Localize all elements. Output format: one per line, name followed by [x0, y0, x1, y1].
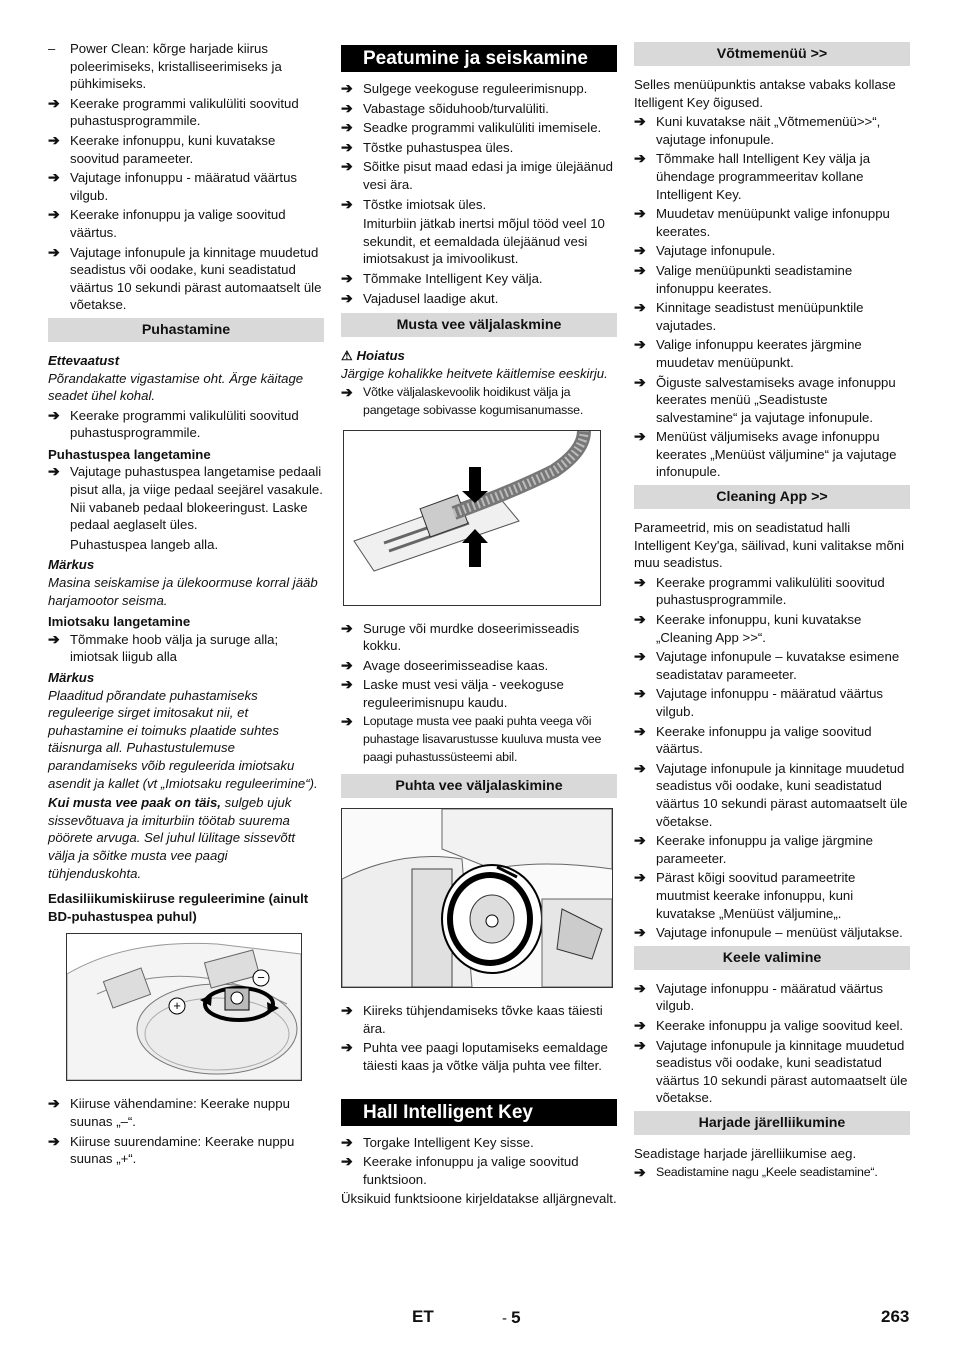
- list-item: ➔ Vajadusel laadige akut.: [341, 289, 499, 306]
- list-item: ➔ Kuni kuvatakse näit „Võtmemenüü>>“, vajutage infonupule.: [634, 113, 881, 147]
- list-item: ➔ Vajutage puhastuspea langetamise pedaali pisut alla, ja viige pedaal seejärel vasakule. Nii vabaneb pedaal blokeeringust. Laske pedaal aeglaselt üles.: [48, 463, 323, 533]
- list-item: ➔ Avage doseerimisseadise kaas.: [341, 656, 549, 673]
- paragraph: Seadistage harjade järelliikumise aeg.: [634, 1145, 857, 1161]
- label-puhastuspea: Puhastuspea langetamine: [48, 446, 211, 462]
- paragraph: Üksikuid funktsioone kirjeldatakse alljärgnevalt.: [341, 1191, 617, 1207]
- list-item: ➔ Suruge või murdke doseerimisseadis kokku.: [341, 619, 580, 654]
- note-text: Masina seiskamise ja ülekoormuse korral jääb harjamootor seisma.: [48, 575, 318, 608]
- arrow-icon: ➔: [48, 206, 60, 223]
- list-item: ➔ Vajutage infonupule ja kinnitage muudetud seadistus või oodake, kuni seadistatud väärtus 10 sekundi pärast automaatselt üle võetakse.: [634, 1036, 908, 1106]
- arrow-icon: ➔: [48, 630, 60, 647]
- arrow-icon: ➔: [341, 1039, 353, 1056]
- list-item: ➔ Keerake programmi valikulüliti soovitud puhastusprogrammile.: [634, 573, 885, 608]
- list-item: ➔ Pärast kõigi soovitud parameetrite muutmist keerake infonuppu, kuni kuvatakse „Menüüst väljumine„.: [634, 869, 856, 921]
- arrow-icon: ➔: [341, 676, 353, 693]
- footer-language: ET: [412, 1307, 434, 1326]
- section-heading-cleaning: Cleaning App >>: [634, 485, 910, 509]
- list-item: ➔ Keerake infonuppu, kuni kuvatakse „Cleaning App >>“.: [634, 611, 862, 645]
- arrow-icon: ➔: [341, 99, 353, 116]
- arrow-icon: ➔: [341, 138, 353, 155]
- arrow-icon: ➔: [48, 406, 60, 423]
- arrow-icon: ➔: [341, 195, 353, 212]
- list-item: ➔ Sulgege veekoguse reguleerimisnupp.: [341, 80, 588, 96]
- list-item: ➔ Sõitke pisut maad edasi ja imige ülejäänud vesi ära.: [341, 158, 613, 192]
- list-item: ➔ Loputage musta vee paaki puhta veega või puhastage lisavarustusse kuuluva musta vee paagi puhastussüsteemi abil.: [341, 713, 602, 764]
- arrow-icon: ➔: [48, 243, 60, 260]
- note-label: Märkus: [48, 670, 95, 685]
- minus-sign: −: [257, 970, 265, 986]
- arrow-icon: ➔: [341, 656, 353, 673]
- section-heading-musta: Musta vee väljalaskmine: [341, 313, 617, 337]
- list-item: ➔ Vajutage infonupule – menüüst väljutakse.: [634, 924, 903, 941]
- section-heading-hall: Hall Intelligent Key: [341, 1099, 617, 1126]
- arrow-icon: ➔: [634, 336, 646, 353]
- speed-knob-illustration: [67, 934, 301, 1080]
- arrow-icon: ➔: [341, 384, 353, 401]
- arrow-icon: ➔: [634, 648, 646, 665]
- list-item: ➔ Vajutage infonuppu - määratud väärtus vilgub.: [48, 169, 298, 203]
- caution-text: Põrandakatte vigastamise oht. Ärge käitage seadet ühel kohal.: [48, 370, 304, 404]
- note-text-2: Kui musta vee paak on täis, sulgeb ujuk sissevõtuava ja imiturbiin töötab suurema pöörete arvuga. Sel juhul lülitage sissevõtt välja ja sõitke musta vee paagi tühjenduskohta.: [48, 795, 296, 881]
- caution-label: Ettevaatust: [48, 352, 120, 368]
- list-item: ➔ Vajutage infonupule ja kinnitage muudetud seadistus või oodake, kuni seadistatud väärtus 10 sekundi pärast automaatselt üle võetakse.: [48, 243, 322, 313]
- list-item: ➔ Vajutage infonupule.: [634, 242, 776, 259]
- list-item: ➔ Tõstke puhastuspea üles.: [341, 138, 514, 155]
- list-item: ➔ Kinnitage seadistust menüüpunktile vajutades.: [634, 299, 864, 333]
- arrow-icon: ➔: [634, 722, 646, 739]
- list-item: ➔ Kiiruse vähendamine: Keerake nuppu suunas „–“.: [48, 1095, 290, 1129]
- arrow-icon: ➔: [341, 713, 353, 730]
- list-item: ➔ Tõmmake hall Intelligent Key välja ja ühendage programmeeritav kollane Intelligent Key.: [634, 150, 871, 202]
- speed-knob-figure: [66, 933, 302, 1081]
- list-item: ➔ Menüüst väljumiseks avage infonuppu keerates „Menüüst väljumine“ ja vajutage infonupule.: [634, 428, 897, 480]
- list-item: ➔ Muudetav menüüpunkt valige infonuppu keerates.: [634, 205, 890, 239]
- list-item: ➔ Valige menüüpunkti seadistamine infonuppu keerates.: [634, 261, 853, 296]
- arrow-icon: ➔: [634, 428, 646, 445]
- list-item: ➔ Keerake infonuppu ja valige soovitud funktsioon.: [341, 1153, 579, 1187]
- warning-text: Järgige kohalikke heitvete käitlemise eeskirju.: [341, 365, 608, 381]
- arrow-icon: ➔: [634, 299, 646, 316]
- arrow-icon: ➔: [341, 119, 353, 136]
- list-item: ➔ Õiguste salvestamiseks avage infonuppu keerates menüü „Seadistuste salvestamine“ ja vajutage infonupule.: [634, 373, 896, 425]
- list-item: ➔ Keerake programmi valikulüliti soovitud puhastusprogrammile.: [48, 406, 299, 441]
- arrow-icon: ➔: [341, 1133, 353, 1150]
- list-item: – Power Clean: kõrge harjade kiirus poleerimiseks, kristalliseerimiseks ja pühkimiseks.: [48, 41, 282, 92]
- arrow-icon: ➔: [634, 979, 646, 996]
- section-heading-keele: Keele valimine: [634, 946, 910, 970]
- arrow-icon: ➔: [48, 1132, 60, 1149]
- arrow-icon: ➔: [341, 269, 353, 286]
- arrow-icon: ➔: [634, 869, 646, 886]
- indent-text: Imiturbiin jätkab inertsi mõjul tööd veel 10 sekundit, et eemaldada ülejäänud vesi imiotsakust ja imivoolikust.: [363, 216, 605, 267]
- arrow-icon: ➔: [48, 463, 60, 480]
- paragraph: Selles menüüpunktis antakse vabaks kollase Itelligent Key õigused.: [634, 77, 896, 110]
- arrow-icon: ➔: [634, 759, 646, 776]
- list-item: ➔ Vabastage sõiduhoob/turvalüliti.: [341, 99, 549, 116]
- list-item: ➔ Keerake infonuppu ja valige soovitud väärtus.: [48, 206, 286, 240]
- footer-page-number: 263: [881, 1307, 910, 1326]
- list-item: ➔ Vajutage infonuppu - määratud väärtus vilgub.: [634, 685, 884, 719]
- arrow-icon: ➔: [48, 94, 60, 111]
- arrow-icon: ➔: [634, 832, 646, 849]
- list-item: ➔ Vajutage infonuppu - määratud väärtus vilgub.: [634, 979, 884, 1014]
- list-item: ➔ Võtke väljalaskevoolik hoidikust välja ja pangetage sobivasse kogumisanumasse.: [341, 384, 584, 417]
- column-3: [634, 42, 910, 1184]
- list-item: ➔ Puhta vee paagi loputamiseks eemaldage täiesti kaas ja võtke välja puhta vee filter.: [341, 1039, 608, 1074]
- arrow-icon: ➔: [634, 1164, 646, 1181]
- list-item: ➔ Keerake programmi valikulüliti soovitud puhastusprogrammile.: [48, 94, 299, 129]
- column-1: [48, 40, 324, 1170]
- arrow-icon: ➔: [341, 619, 353, 636]
- arrow-icon: ➔: [634, 205, 646, 222]
- arrow-icon: ➔: [341, 80, 353, 96]
- list-item: ➔ Keerake infonuppu ja valige soovitud keel.: [634, 1016, 904, 1033]
- list-item: ➔ Kiiruse suurendamine: Keerake nuppu suunas „+“.: [48, 1132, 295, 1167]
- intro-list: [48, 40, 324, 314]
- section-heading-peatumine: Peatumine ja seiskamine: [341, 45, 617, 72]
- hose-figure: [343, 430, 601, 606]
- note-text: Plaaditud põrandate puhastamiseks reguleerige sirget imitosakut nii, et puhastamine ei toimuks plaatide suhtes täisnurga all. Puhastustulemuse parandamiseks võib reguleerida imiotsaku asendit ja kallet (vt „Imiotsaku reguleerimine“).: [48, 687, 318, 791]
- arrow-icon: ➔: [634, 924, 646, 941]
- list-item: ➔ Torgake Intelligent Key sisse.: [341, 1133, 534, 1150]
- warning-icon: ⚠: [341, 348, 353, 364]
- arrow-icon: ➔: [634, 611, 646, 628]
- arrow-icon: ➔: [634, 373, 646, 390]
- arrow-icon: ➔: [634, 113, 646, 130]
- arrow-icon: ➔: [341, 158, 353, 175]
- drain-hose-illustration: [344, 431, 600, 605]
- list-item: ➔ Seadistamine nagu „Keele seadistamine“.: [634, 1164, 878, 1181]
- section-heading-harjade: Harjade järelliikumine: [634, 1111, 910, 1135]
- section-heading-puhta: Puhta vee väljalaskimine: [341, 774, 617, 798]
- list-item: ➔ Valige infonuppu keerates järgmine muudetav menüüpunkt.: [634, 336, 862, 370]
- arrow-icon: ➔: [634, 150, 646, 167]
- column-2: [341, 45, 617, 1210]
- arrow-icon: ➔: [634, 1016, 646, 1033]
- paragraph: Parameetrid, mis on seadistatud halli Intelligent Key'ga, säilivad, kuni valitakse mõni muu seadistus.: [634, 520, 905, 571]
- arrow-icon: ➔: [634, 573, 646, 590]
- arrow-icon: ➔: [634, 685, 646, 702]
- arrow-icon: ➔: [634, 261, 646, 278]
- section-heading-votme: Võtmemenüü >>: [634, 42, 910, 66]
- arrow-icon: ➔: [48, 1095, 60, 1112]
- arrow-icon: ➔: [634, 242, 646, 259]
- label-speed: Edasiliikumiskiiruse reguleerimine (ainult BD-puhastuspea puhul): [48, 891, 309, 924]
- list-item: ➔ Keerake infonuppu ja valige järgmine parameeter.: [634, 832, 874, 866]
- fresh-water-tank-illustration: [342, 809, 612, 987]
- list-item: ➔ Laske must vesi välja - veekoguse reguleerimisnupu kaudu.: [341, 676, 564, 710]
- arrow-icon: ➔: [341, 289, 353, 306]
- arrow-icon: ➔: [48, 131, 60, 148]
- list-item: ➔ Keerake infonuppu, kuni kuvatakse soovitud parameeter.: [48, 131, 276, 166]
- tank-figure: [341, 808, 613, 988]
- footer-local-page: - 5: [502, 1308, 521, 1327]
- list-item: ➔ Vajutage infonupule ja kinnitage muudetud seadistus või oodake, kuni seadistatud väärtus 10 sekundi pärast automaatselt üle võetakse.: [634, 759, 908, 829]
- arrow-icon: ➔: [341, 1153, 353, 1170]
- list-item: ➔ Vajutage infonupule – kuvatakse esimene seadistatav parameeter.: [634, 648, 900, 682]
- arrow-icon: ➔: [341, 1002, 353, 1019]
- list-item: ➔ Tõmmake Intelligent Key välja.: [341, 269, 543, 286]
- section-heading-puhastamine: Puhastamine: [48, 318, 324, 342]
- list-item: ➔ Seadke programmi valikulüliti imemisele.: [341, 119, 602, 136]
- list-item: ➔ Kiireks tühjendamiseks tõvke kaas täiesti ära.: [341, 1002, 603, 1036]
- list-item: ➔ Tõmmake hoob välja ja suruge alla; imiotsak liigub alla: [48, 630, 279, 665]
- result-text: Puhastuspea langeb alla.: [70, 536, 219, 552]
- arrow-icon: ➔: [634, 1036, 646, 1053]
- label-imiotsaku: Imiotsaku langetamine: [48, 614, 191, 630]
- arrow-icon: ➔: [48, 169, 60, 186]
- note-label: Märkus: [48, 557, 95, 573]
- list-item: ➔ Keerake infonuppu ja valige soovitud väärtus.: [634, 722, 872, 757]
- warning-label: ⚠ Hoiatus: [341, 348, 405, 364]
- plus-sign: +: [173, 998, 181, 1014]
- list-item: ➔ Tõstke imiotsak üles.: [341, 195, 487, 212]
